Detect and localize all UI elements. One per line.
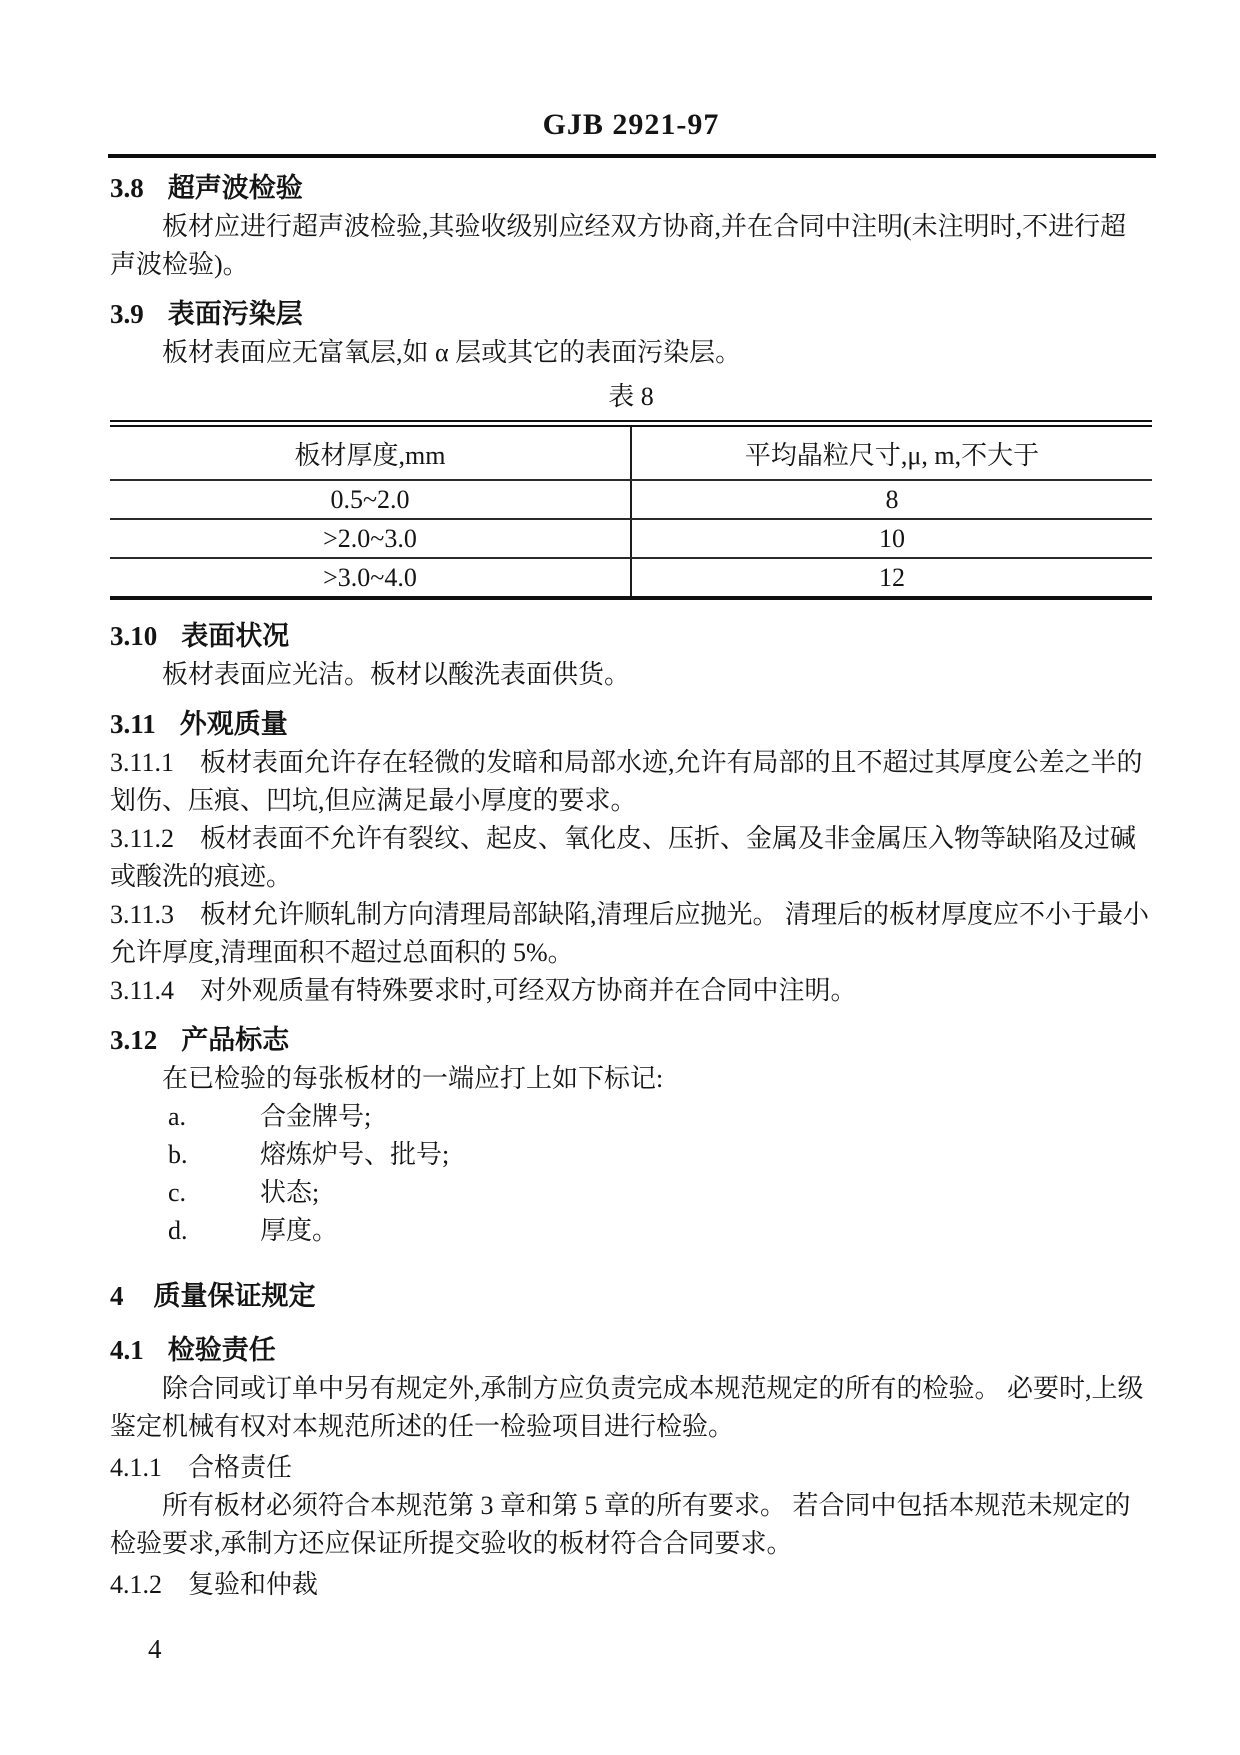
table-cell-grain: 8 [631,480,1152,519]
list-item-label: d. [168,1216,188,1245]
list-item-label: a. [168,1102,187,1131]
section-4-1-paragraph: 除合同或订单中另有规定外,承制方应负责完成本规范规定的所有的检验。 必要时,上级鉴定机械有权对本规范所述的任一检验项目进行检验。 [110,1374,1144,1441]
section-4-1-heading [110,1330,1152,1370]
clause-4-1-2-number: 4.1.2 [110,1570,162,1599]
section-3-12-title: 产品标志 [181,1025,290,1055]
marking-list [168,1098,1152,1250]
list-item-text: 熔炼炉号、批号; [260,1140,450,1169]
table-cell-thickness: >3.0~4.0 [323,562,417,592]
section-3-9-heading [110,294,1152,334]
clause-3-11-4-number: 3.11.4 [110,976,175,1005]
clause-3-11-2-text: 板材表面不允许有裂纹、起皮、氧化皮、压折、金属及非金属压入物等缺陷及过碱或酸洗的痕迹。 [110,824,1137,891]
list-item [168,1212,1152,1250]
section-3-9-number: 3.9 [110,299,144,329]
clause-4-1-2-title: 复验和仲裁 [188,1570,319,1599]
list-item-label: c. [168,1178,187,1207]
table-8 [110,420,1152,600]
table-row [110,558,1152,598]
table-8-caption: 表 8 [608,382,654,411]
section-3-10-number: 3.10 [110,621,158,651]
section-3-8-paragraph: 板材应进行超声波检验,其验收级别应经双方协商,并在合同中注明(未注明时,不进行超声波检验)。 [110,212,1127,279]
list-item-text: 厚度。 [260,1216,339,1245]
list-item-text: 合金牌号; [260,1102,372,1131]
doc-number: GJB 2921-97 [542,108,720,141]
section-4-1-title: 检验责任 [167,1335,276,1365]
table-cell-grain: 12 [631,558,1152,598]
page-number: 4 [148,1634,162,1664]
section-4-heading [110,1276,1152,1316]
table-8-header-row [110,424,1152,481]
header-rule [108,154,1156,158]
section-3-10-title: 表面状况 [181,621,290,651]
section-3-12-number: 3.12 [110,1025,158,1055]
clause-4-1-1-heading [110,1449,1152,1487]
section-4-1-number: 4.1 [110,1335,144,1365]
clause-3-11-2-number: 3.11.2 [110,824,175,853]
section-3-12-heading [110,1020,1152,1060]
clause-4-1-1-paragraph: 所有板材必须符合本规范第 3 章和第 5 章的所有要求。 若合同中包括本规范未规定的检验要求,承制方还应保证所提交验收的板材符合合同要求。 [110,1491,1131,1558]
section-3-8-title: 超声波检验 [167,173,303,203]
table-row [110,519,1152,558]
section-3-10-paragraph: 板材表面应光洁。板材以酸洗表面供货。 [162,660,631,689]
clause-3-11-1-number: 3.11.1 [110,748,175,777]
table-8-col-grain-size: 平均晶粒尺寸,μ, m,不大于 [631,424,1152,481]
section-3-11-title: 外观质量 [179,709,288,739]
section-3-9-paragraph: 板材表面应无富氧层,如 α 层或其它的表面污染层。 [162,338,742,367]
section-3-11-number: 3.11 [110,709,156,739]
clause-3-11-4-text: 对外观质量有特殊要求时,可经双方协商并在合同中注明。 [200,976,857,1005]
section-3-12-paragraph: 在已检验的每张板材的一端应打上如下标记: [162,1064,664,1093]
section-4-title: 质量保证规定 [153,1281,316,1311]
table-cell-thickness: >2.0~3.0 [110,519,631,558]
clause-3-11-3-number: 3.11.3 [110,900,175,929]
clause-4-1-1-number: 4.1.1 [110,1453,162,1482]
section-3-8-number: 3.8 [110,173,144,203]
clause-3-11-3-text: 板材允许顺轧制方向清理局部缺陷,清理后应抛光。 清理后的板材厚度应不小于最小允许厚度,清理面积不超过总面积的 5%。 [110,900,1150,967]
section-3-9-title: 表面污染层 [167,299,303,329]
list-item-text: 状态; [260,1178,320,1207]
section-3-11-heading [110,704,1152,744]
section-4-number: 4 [110,1281,124,1311]
clause-3-11-2 [110,820,1152,896]
table-8-col-thickness: 板材厚度,mm [110,424,631,481]
section-3-8-heading [110,168,1152,208]
list-item [168,1174,1152,1212]
list-item [168,1098,1152,1136]
clause-3-11-4 [110,972,1152,1010]
list-item [168,1136,1152,1174]
list-item-label: b. [168,1140,188,1169]
clause-3-11-1 [110,744,1152,820]
clause-4-1-2-heading [110,1566,1152,1604]
table-cell-thickness: 0.5~2.0 [110,480,631,519]
section-3-10-heading [110,616,1152,656]
clause-4-1-1-title: 合格责任 [188,1453,293,1482]
clause-3-11-3 [110,896,1152,972]
clause-3-11-1-text: 板材表面允许存在轻微的发暗和局部水迹,允许有局部的且不超过其厚度公差之半的划伤、压痕、凹坑,但应满足最小厚度的要求。 [110,748,1143,815]
table-row [110,480,1152,519]
table-cell-grain: 10 [631,519,1152,558]
